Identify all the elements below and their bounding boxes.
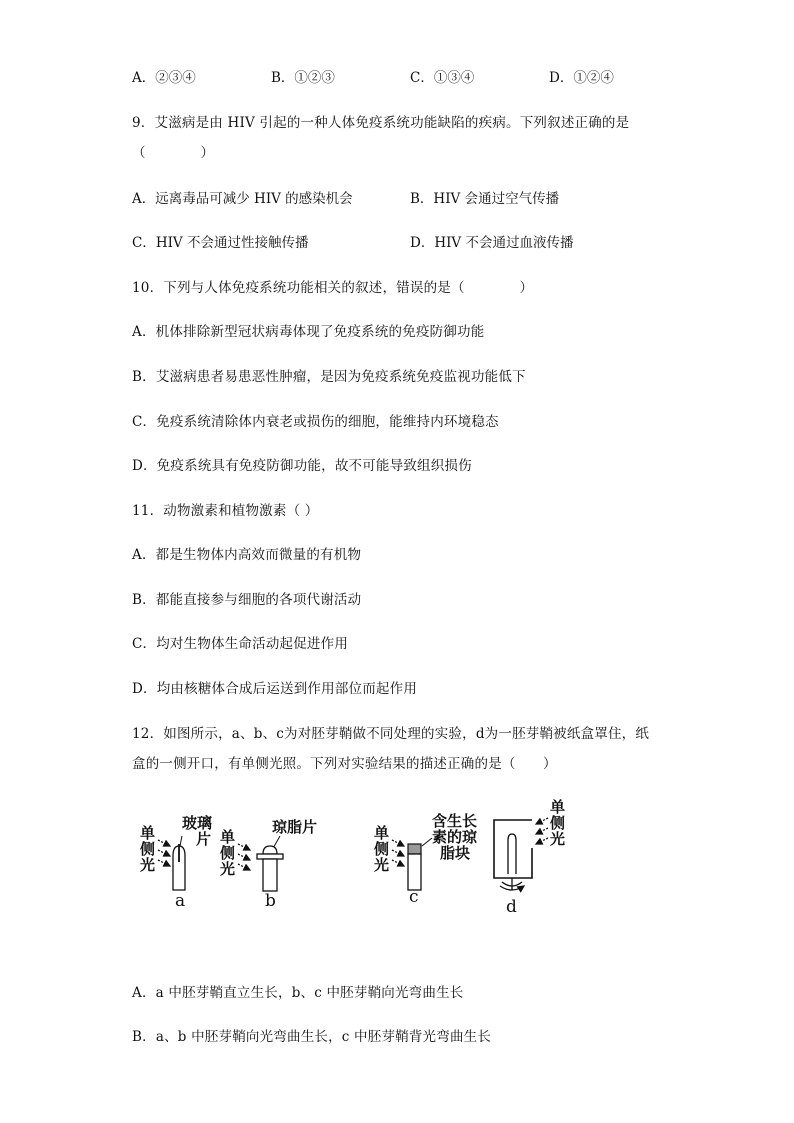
q12-stem-line-1: 12．如图所示，a、b、c为对胚芽鞘做不同处理的实验，d为一胚芽鞘被纸盒罩住，纸 bbox=[132, 726, 650, 742]
q11-option-c: C．均对生物体生命活动起促进作用 bbox=[132, 636, 349, 652]
light-arrows-icon bbox=[392, 840, 404, 866]
q12-experiment-figure bbox=[120, 790, 590, 920]
auxin-block-label: 脂块 bbox=[440, 844, 471, 862]
setup-c bbox=[373, 812, 478, 907]
light-label-char: 侧 bbox=[550, 814, 566, 832]
q10-option-b: B．艾滋病患者易患恶性肿瘤，是因为免疫系统免疫监视功能低下 bbox=[132, 369, 526, 385]
coleoptile-c bbox=[408, 854, 421, 890]
q11-option-b: B．都能直接参与细胞的各项代谢活动 bbox=[132, 592, 362, 608]
agar-plate-label: 琼脂片 bbox=[272, 818, 318, 836]
q10-stem: 10．下列与人体免疫系统功能相关的叙述，错误的是（ ） bbox=[132, 280, 534, 296]
coleoptile-d bbox=[508, 834, 516, 874]
light-label-char: 侧 bbox=[140, 840, 156, 858]
light-arrows-icon bbox=[238, 844, 250, 870]
setup-b bbox=[219, 818, 317, 911]
q9-option-b: B．HIV 会通过空气传播 bbox=[410, 191, 560, 207]
light-label-char: 光 bbox=[550, 830, 566, 848]
q8-option-d: D．①②④ bbox=[549, 70, 614, 86]
q8-option-a: A．②③④ bbox=[132, 70, 196, 86]
q10-option-a: A．机体排除新型冠状病毒体现了免疫系统的免疫防御功能 bbox=[132, 324, 485, 340]
light-label-char: 单 bbox=[550, 798, 566, 816]
q10-option-d: D．免疫系统具有免疫防御功能，故不可能导致组织损伤 bbox=[132, 458, 472, 474]
light-label-char: 光 bbox=[374, 856, 390, 874]
light-arrows-icon bbox=[536, 818, 548, 844]
light-label-char: 单 bbox=[220, 828, 236, 846]
q9-stem: 9．艾滋病是由 HIV 引起的一种人体免疫系统功能缺陷的疾病。下列叙述正确的是 bbox=[132, 115, 630, 131]
setup-letter: c bbox=[409, 887, 419, 907]
coleoptile-tip-b bbox=[263, 846, 277, 854]
auxin-block-label: 含生长 bbox=[432, 812, 478, 830]
coleoptile-b bbox=[263, 859, 277, 891]
glass-label: 玻璃 bbox=[182, 814, 213, 832]
light-label-char: 光 bbox=[140, 856, 156, 874]
q9-option-d: D．HIV 不会通过血液传播 bbox=[410, 235, 574, 251]
q8-option-c: C．①③④ bbox=[410, 70, 475, 86]
setup-d bbox=[494, 798, 565, 917]
q12-option-a: A．a 中胚芽鞘直立生长，b、c 中胚芽鞘向光弯曲生长 bbox=[132, 985, 464, 1001]
light-label-char: 光 bbox=[220, 860, 236, 878]
q11-option-d: D．均由核糖体合成后运送到作用部位而起作用 bbox=[132, 681, 418, 697]
setup-letter: a bbox=[175, 891, 186, 911]
q9-option-a: A．远离毒品可减少 HIV 的感染机会 bbox=[132, 191, 353, 207]
q10-option-c: C．免疫系统清除体内衰老或损伤的细胞，能维持内环境稳态 bbox=[132, 414, 499, 430]
q12-option-b: B．a、b 中胚芽鞘向光弯曲生长，c 中胚芽鞘背光弯曲生长 bbox=[132, 1029, 492, 1045]
agar-plate bbox=[257, 854, 283, 859]
setup-a bbox=[139, 814, 212, 911]
q9-option-c: C．HIV 不会通过性接触传播 bbox=[132, 235, 309, 251]
q12-stem-line-2: 盒的一侧开口，有单侧光照。下列对实验结果的描述正确的是（ ） bbox=[132, 756, 557, 772]
light-arrows-icon bbox=[158, 840, 170, 866]
auxin-agar-block bbox=[408, 844, 421, 854]
q9-answer-blank: （ ） bbox=[132, 145, 215, 161]
q11-stem: 11．动物激素和植物激素（ ） bbox=[132, 503, 319, 519]
q8-option-b: B．①②③ bbox=[271, 70, 335, 86]
setup-letter: d bbox=[506, 897, 517, 917]
light-label-char: 单 bbox=[140, 824, 156, 842]
light-label-char: 侧 bbox=[220, 844, 236, 862]
light-label-char: 单 bbox=[374, 824, 390, 842]
light-label-char: 侧 bbox=[374, 840, 390, 858]
q11-option-a: A．都是生物体内高效而微量的有机物 bbox=[132, 547, 362, 563]
auxin-block-label: 素的琼 bbox=[432, 828, 478, 846]
setup-letter: b bbox=[265, 891, 276, 911]
glass-label: 片 bbox=[196, 830, 212, 848]
